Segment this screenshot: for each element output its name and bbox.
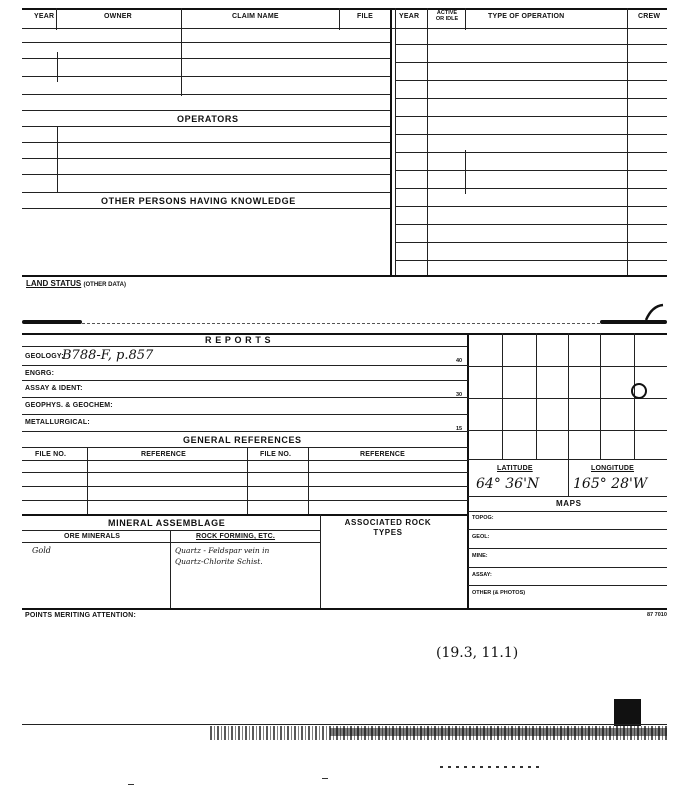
grid-line <box>568 333 569 459</box>
rule <box>395 242 667 243</box>
land-status-note: (OTHER DATA) <box>83 282 126 288</box>
rule <box>395 80 667 81</box>
rule <box>22 174 390 175</box>
rule <box>57 126 58 192</box>
rule <box>568 459 569 497</box>
longitude-value: 165° 28'W <box>573 476 648 492</box>
gr-file-no-header-2: FILE NO. <box>260 451 292 458</box>
rule <box>395 62 667 63</box>
metallurgical-label: METALLURGICAL: <box>25 419 90 426</box>
grid-line <box>468 366 667 367</box>
rule <box>22 414 468 415</box>
ops-active-idle-header: ACTIVE OR IDLE <box>435 10 459 22</box>
assay-ident-label: ASSAY & IDENT: <box>25 385 83 392</box>
rule <box>22 460 468 461</box>
rule <box>395 188 667 189</box>
rule <box>22 472 468 473</box>
rule <box>468 585 667 586</box>
side-number: 15 <box>456 426 463 432</box>
rule <box>22 110 390 111</box>
ops-type-header: TYPE OF OPERATION <box>488 13 565 20</box>
reports-top-border <box>22 333 667 335</box>
rule <box>308 447 309 515</box>
latitude-value: 64° 36'N <box>476 476 540 492</box>
general-references-heading: GENERAL REFERENCES <box>183 435 302 445</box>
claims-year-header: YEAR <box>34 13 55 20</box>
geophys-label: GEOPHYS. & GEOCHEM: <box>25 402 113 409</box>
rule <box>468 511 667 512</box>
grid-line <box>468 430 667 431</box>
grid-line <box>536 333 537 459</box>
rule <box>22 192 390 193</box>
rule <box>22 500 468 501</box>
center-divider <box>390 8 392 276</box>
scan-noise <box>128 784 134 785</box>
header-underline <box>22 28 667 29</box>
rule <box>395 134 667 135</box>
mineral-assemblage-heading: MINERAL ASSEMBLAGE <box>108 518 226 528</box>
top-border <box>22 8 667 10</box>
rule <box>22 542 320 543</box>
rule <box>395 152 667 153</box>
claims-owner-header: OWNER <box>104 13 132 20</box>
rule <box>22 530 320 531</box>
rule <box>22 514 468 516</box>
rule <box>395 98 667 99</box>
rule <box>395 224 667 225</box>
reports-bottom-border <box>22 608 667 610</box>
rock-forming-value-line1: Quartz - Feldspar vein in <box>175 546 270 555</box>
rule <box>22 58 390 59</box>
rule <box>22 397 468 398</box>
rule <box>468 529 667 530</box>
rule <box>395 260 667 261</box>
land-status-label <box>26 279 126 288</box>
handwritten-coordinates: (19.3, 11.1) <box>436 645 519 661</box>
geology-value: B788-F, p.857 <box>62 348 154 363</box>
maps-other-label: OTHER (& PHOTOS) <box>472 590 526 596</box>
scan-line <box>82 323 600 324</box>
rule <box>22 42 390 43</box>
claims-file-header: FILE <box>357 13 373 20</box>
rule <box>22 208 390 209</box>
rule <box>395 116 667 117</box>
rule <box>57 52 58 82</box>
rule <box>181 8 182 96</box>
ore-minerals-value: Gold <box>32 546 51 555</box>
rule <box>56 8 57 30</box>
scan-noise <box>330 728 667 736</box>
rule <box>427 8 428 276</box>
rule <box>320 514 321 608</box>
rule <box>395 44 667 45</box>
side-number: 30 <box>456 392 463 398</box>
grid-line <box>600 333 601 459</box>
geology-label: GEOLOGY: <box>25 353 64 360</box>
maps-assay-label: ASSAY: <box>472 572 492 578</box>
gr-reference-header-1: REFERENCE <box>141 451 186 458</box>
rule <box>22 346 468 347</box>
scan-mark <box>22 320 82 324</box>
rule <box>468 496 667 497</box>
grid-line <box>502 333 503 459</box>
rule <box>22 142 390 143</box>
rule <box>22 158 390 159</box>
top-section-bottom <box>22 275 667 277</box>
maps-geol-label: GEOL: <box>472 534 490 540</box>
rule <box>170 530 171 608</box>
rule <box>468 567 667 568</box>
rule <box>395 170 667 171</box>
ops-crew-header: CREW <box>638 13 661 20</box>
maps-heading: MAPS <box>556 499 582 508</box>
rule <box>22 126 390 127</box>
ops-year-header: YEAR <box>399 13 420 20</box>
other-persons-heading: OTHER PERSONS HAVING KNOWLEDGE <box>101 196 296 206</box>
rule <box>339 8 340 30</box>
rule <box>22 94 390 95</box>
reports-heading: R E P O R T S <box>205 335 272 345</box>
rule <box>22 365 468 366</box>
form-number: 87 7010 <box>647 612 667 618</box>
engrg-label: ENGRG: <box>25 370 55 377</box>
maps-topog-label: TOPOG: <box>472 515 494 521</box>
gr-reference-header-2: REFERENCE <box>360 451 405 458</box>
rock-forming-header: ROCK FORMING, ETC. <box>196 533 276 540</box>
rule <box>395 206 667 207</box>
side-number: 40 <box>456 358 463 364</box>
scan-noise <box>440 766 540 768</box>
rule <box>22 486 468 487</box>
location-mark <box>631 383 647 399</box>
longitude-label: LONGITUDE <box>591 465 635 472</box>
points-meriting-attention-label: POINTS MERITING ATTENTION: <box>25 612 136 619</box>
rule <box>22 76 390 77</box>
rule <box>468 548 667 549</box>
rule <box>22 447 468 448</box>
operators-heading: OPERATORS <box>177 114 239 124</box>
center-divider <box>395 8 396 276</box>
rule <box>465 8 466 30</box>
scan-mark <box>614 699 641 726</box>
rule <box>247 447 248 515</box>
rule <box>627 8 628 276</box>
scan-line <box>22 724 667 725</box>
scan-mark <box>644 302 666 324</box>
latitude-label: LATITUDE <box>497 465 533 472</box>
associated-rock-types-heading: ASSOCIATED ROCK TYPES <box>344 518 432 537</box>
scan-noise <box>322 778 328 779</box>
rule <box>22 431 468 432</box>
rule <box>22 380 468 381</box>
land-status-text: LAND STATUS <box>26 279 82 288</box>
rock-forming-value-line2: Quartz-Chlorite Schist. <box>175 557 263 566</box>
claims-claim-name-header: CLAIM NAME <box>232 13 279 20</box>
rule <box>87 447 88 515</box>
ore-minerals-header: ORE MINERALS <box>64 533 121 540</box>
maps-mine-label: MINE: <box>472 553 488 559</box>
gr-file-no-header-1: FILE NO. <box>35 451 67 458</box>
